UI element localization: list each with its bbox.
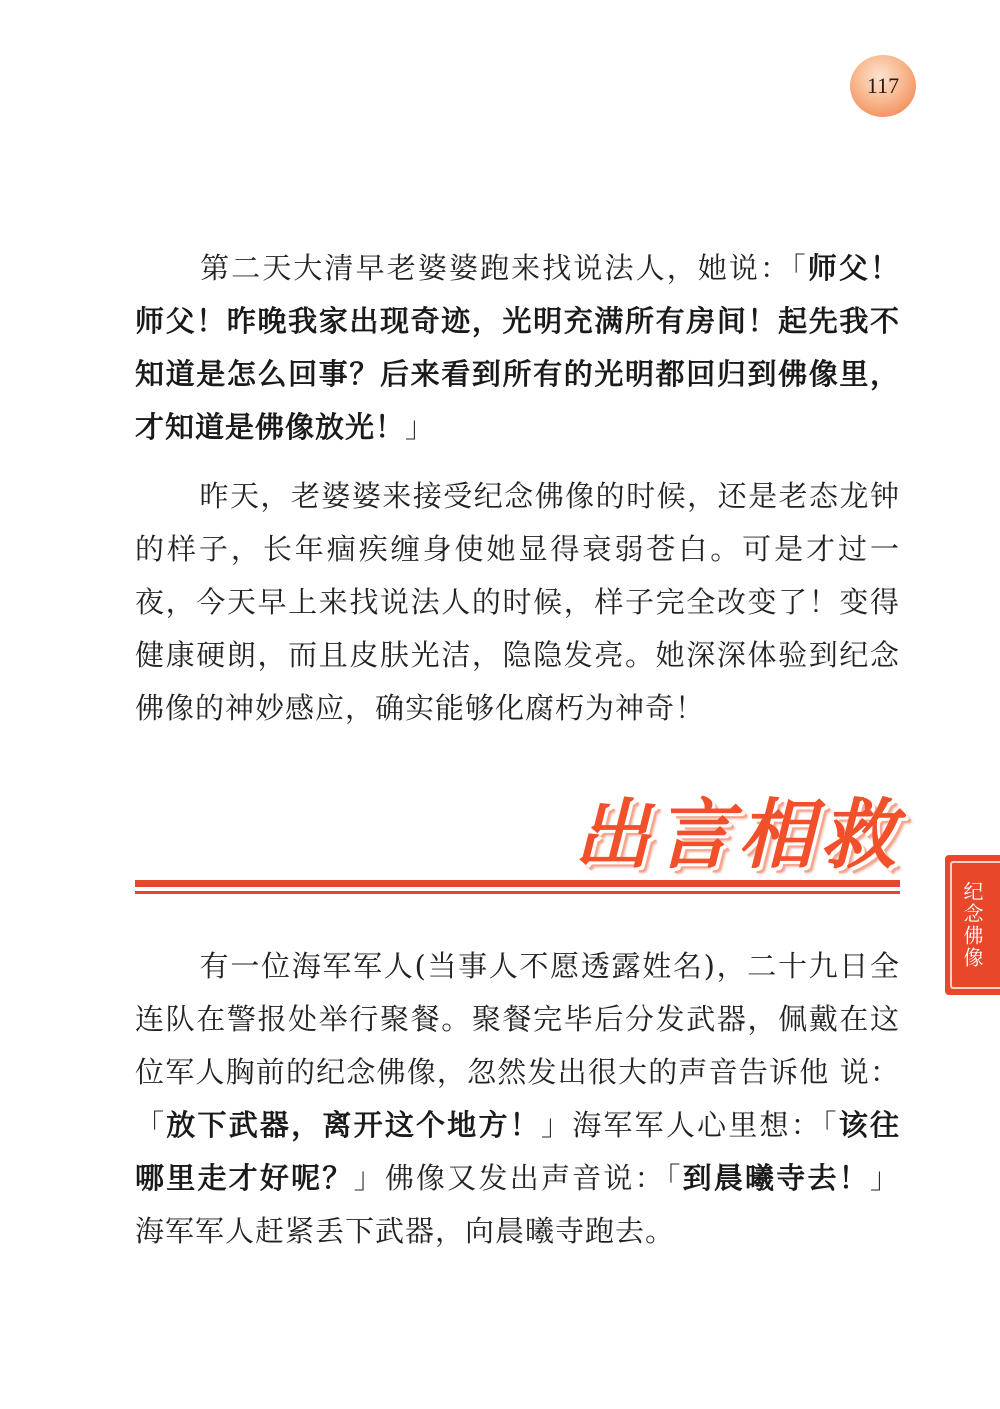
- paragraph-3-quote-2: 该往哪里走才好呢？: [135, 1108, 900, 1195]
- paragraph-1-end: 」: [405, 410, 436, 444]
- paragraph-3-text-1: 有一位海军军人(当事人不愿透露姓名)，二十九日全连队在警报处举行聚餐。聚餐完毕后分发武器，佩戴在这位军人胸前的纪念佛像，忽然发出很大的声音告诉他 说：「: [135, 949, 900, 1142]
- chapter-side-tab-label: 纪念佛像: [960, 881, 984, 969]
- paragraph-1-quote: 师父！师父！昨晚我家出现奇迹，光明充满所有房间！起先我不知道是怎么回事？后来看到所有的光明都回归到佛像里，才知道是佛像放光！: [135, 251, 900, 444]
- paragraph-3-text-4: 」海军军人赶紧丢下武器，向晨曦寺跑去。: [135, 1161, 900, 1248]
- paragraph-3-text-2: 」海军军人心里想：「: [540, 1108, 839, 1142]
- paragraph-3-quote-1: 放下武器，离开这个地方！: [166, 1108, 541, 1142]
- page-number-badge: [850, 55, 916, 117]
- paragraph-1: [135, 242, 900, 454]
- paragraph-2-text: 昨天，老婆婆来接受纪念佛像的时候，还是老态龙钟的样子，长年痼疾缠身使她显得衰弱苍白。可是才过一夜，今天早上来找说法人的时候，样子完全改变了！变得健康硬朗，而且皮肤光洁，隐隐发亮。她深深体验到纪念佛像的神妙感应，确实能够化腐朽为神奇！: [135, 479, 900, 725]
- section-divider-thick: [135, 880, 900, 887]
- paragraph-3: [135, 940, 900, 1258]
- page-number: 117: [866, 73, 900, 98]
- chapter-side-tab: [945, 855, 1000, 995]
- paragraph-1-text: 第二天大清早老婆婆跑来找说法人，她说：「: [199, 251, 808, 285]
- section-title: 出言相救: [574, 790, 902, 879]
- paragraph-2: [135, 470, 900, 735]
- paragraph-3-text-3: 」佛像又发出声音说：「: [353, 1161, 683, 1195]
- section-divider-thin: [135, 891, 900, 894]
- paragraph-3-quote-3: 到晨曦寺去！: [682, 1161, 870, 1195]
